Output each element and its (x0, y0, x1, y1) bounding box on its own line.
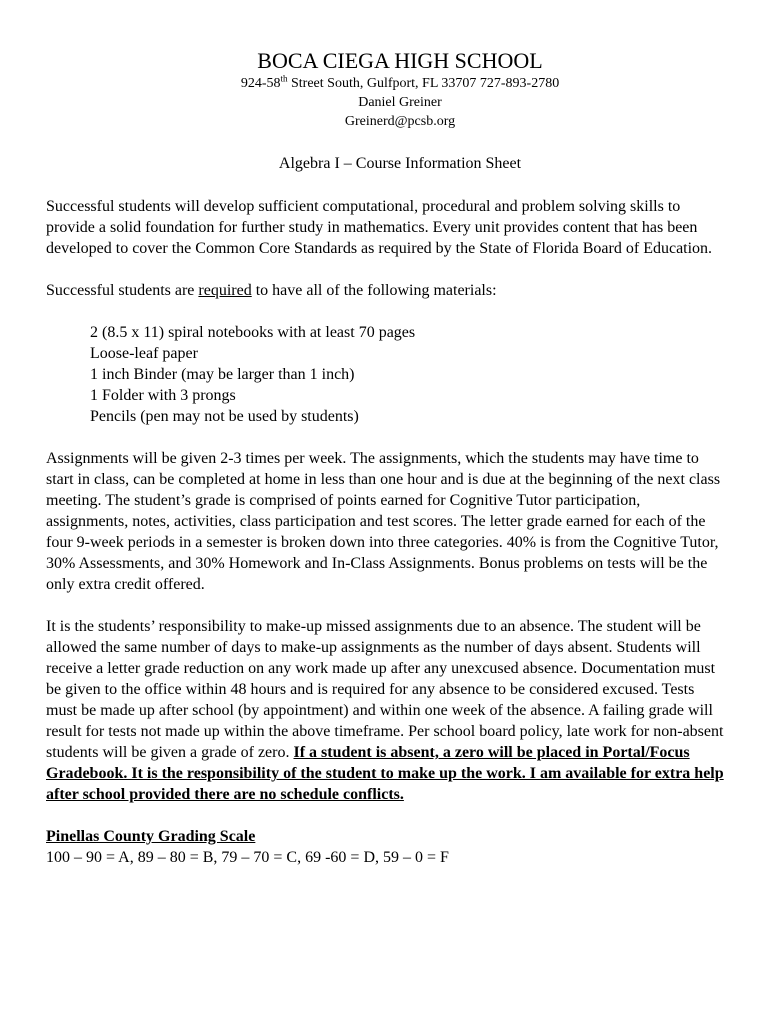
list-item: Pencils (pen may not be used by students) (90, 408, 359, 425)
list-item: Loose-leaf paper (90, 345, 198, 362)
list-item: 2 (8.5 x 11) spiral notebooks with at least 70 pages (90, 324, 416, 341)
materials-lead-before: Successful students are (46, 282, 199, 299)
materials-list (90, 322, 724, 427)
list-item: 1 Folder with 3 prongs (90, 387, 236, 404)
list-item: 1 inch Binder (may be larger than 1 inch) (90, 366, 355, 383)
teacher-email: Greinerd@pcsb.org (344, 114, 456, 129)
school-address (76, 74, 724, 93)
address-ordinal: th (280, 73, 288, 84)
address-number: 924-58 (240, 76, 281, 91)
required-word: required (198, 282, 252, 299)
intro-paragraph: Successful students will develop sufficient computational, procedural and problem solving skills to provide a solid foundation for further study in mathematics. Every unit provides content that has been developed to cover the Common Core Standards as required by the State of Florida Board of Education. (46, 198, 713, 257)
grading-scale-heading: Pinellas County Grading Scale (46, 828, 256, 845)
course-title: Algebra I – Course Information Sheet (278, 155, 522, 172)
address-street: Street South, Gulfport, FL 33707 727-893-2780 (287, 76, 560, 91)
grading-scale: 100 – 90 = A, 89 – 80 = B, 79 – 70 = C, 69 -60 = D, 59 – 0 = F (46, 849, 449, 866)
letterhead (76, 48, 724, 131)
absence-emphasis: If a student is absent, a zero will be placed in Portal/Focus Gradebook. It is the responsibility of the student to make up the work. I am available for extra help after school provided there are no schedule conflicts. (46, 744, 724, 803)
materials-lead-after: to have all of the following materials: (251, 282, 497, 299)
makeup-policy-text: It is the students’ responsibility to make-up missed assignments due to an absence. The student will be allowed the same number of days to make-up assignments as the number of days absent. Students will receive a letter grade reduction on any work made up after any unexcused absence. Documentation must be given to the office within 48 hours and is required for any absence to be considered excused. Tests must be made up after school (by appointment) and within one week of the absence. A failing grade will result for tests not made up within the above timeframe. Per school board policy, late work for non-absent students will be given a grade of zero. (46, 618, 724, 761)
materials-lead-paragraph (46, 280, 724, 301)
makeup-paragraph (46, 616, 724, 805)
school-name: BOCA CIEGA HIGH SCHOOL (257, 48, 543, 73)
teacher-name: Daniel Greiner (358, 95, 442, 110)
assignments-paragraph: Assignments will be given 2-3 times per week. The assignments, which the students may have time to start in class, can be completed at home in less than one hour and is due at the beginning of the next class meeting. The student’s grade is comprised of points earned for Cognitive Tutor participation, assignments, notes, activities, class participation and test scores. The letter grade earned for each of the four 9-week periods in a semester is broken down into three categories. 40% is from the Cognitive Tutor, 30% Assessments, and 30% Homework and In-Class Assignments. Bonus problems on tests will be the only extra credit offered. (46, 450, 721, 593)
